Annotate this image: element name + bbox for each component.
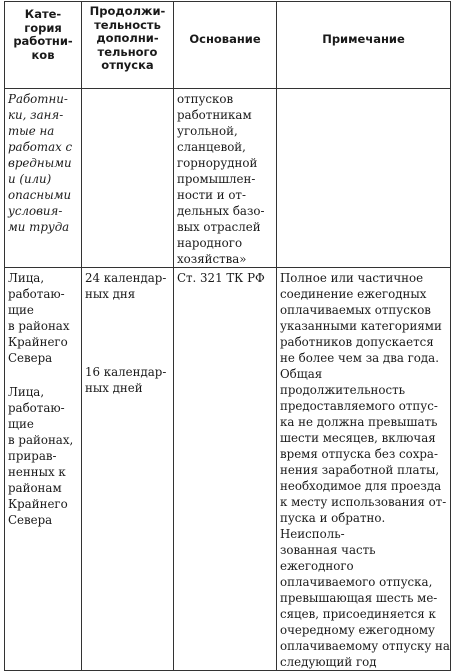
cell-category: Работни- ки, заня- тые на работах с вредными и (или) опасными условия- ми труда [5, 89, 82, 268]
table-row [5, 268, 451, 671]
cell-duration [82, 89, 174, 268]
header-duration: Продолжи- тельность дополни- тельного отпуска [82, 2, 174, 89]
cell-basis: отпусков работникам угольной, сланцевой, горнорудной промышлен- ности и от- дельных базо- вых отраслей народного хозяйства» [174, 89, 277, 268]
header-note: Примечание [277, 2, 451, 89]
cell-note: Полное или частичное соединение ежегодных оплачиваемых отпусков указанными категориями работников допускается не более чем за два года. Общая продолжительность предоставляемого отпус- ка не должна превышать шести месяцев, включая время отпуска без сохра- нения заработной платы, необходимое для проезда к месту использования от- пуска и обратно. Неисполь- зованная часть ежегодного оплачиваемого отпуска, превышающая шесть ме- сяцев, присоединяется к очередному ежегодному оплачиваемому отпуску на следующий год [277, 268, 451, 671]
header-category: Кате- гория работни- ков [5, 2, 82, 89]
cell-category: Лица, работаю- щие в районах Крайнего Севера Лица, работаю- щие в районах, прирав- ненных к районам Крайнего Севера [5, 268, 82, 671]
cell-spacer [5, 366, 81, 382]
header-basis: Основание [174, 2, 277, 89]
table-header-row [5, 2, 451, 89]
cell-duration: 24 календар- ных дня 16 календар- ных дней [82, 268, 174, 671]
cell-note [277, 89, 451, 268]
vacation-table [4, 1, 451, 671]
cell-basis: Ст. 321 ТК РФ [174, 268, 277, 671]
table-row [5, 89, 451, 268]
